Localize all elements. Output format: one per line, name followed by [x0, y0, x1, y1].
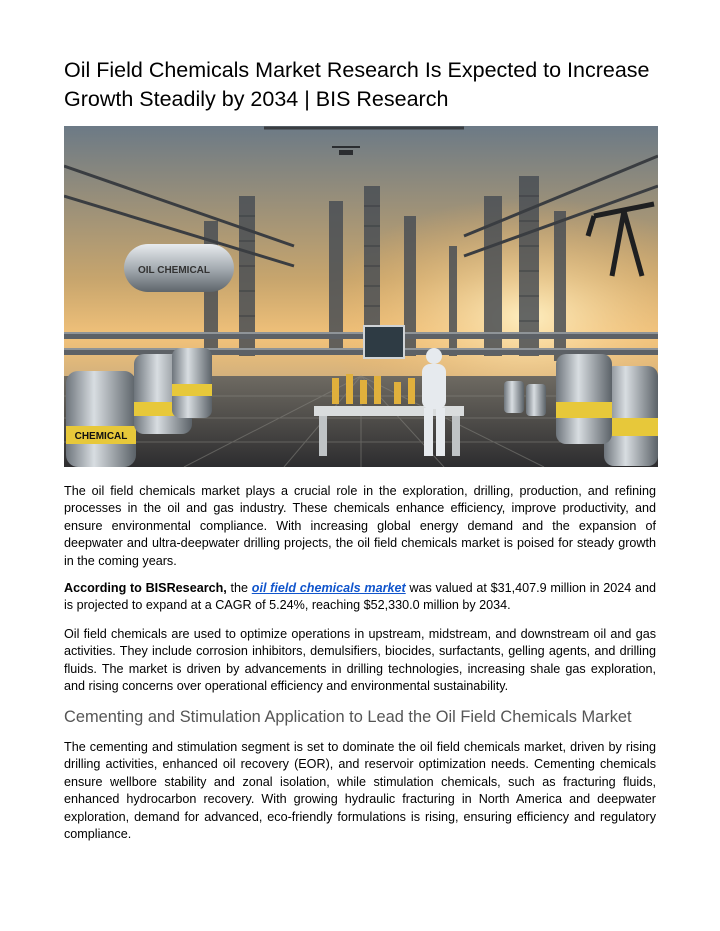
market-value-paragraph: [64, 580, 656, 615]
intro-paragraph: The oil field chemicals market plays a crucial role in the exploration, drilling, production, and refining processes in the oil and gas industry. These chemicals enhance efficiency, improve productivity, and ensure environmental compliance. With increasing global energy demand and the expansion of deepwater and ultra-deepwater drilling projects, the oil field chemicals market is poised for steady growth in the coming years.: [64, 484, 656, 568]
source-lead: According to BISResearch,: [64, 581, 227, 595]
hero-image-oil-refinery: [64, 126, 658, 467]
chemical-storage-tank: [124, 244, 234, 292]
connector-text: the: [226, 581, 252, 595]
article-title: Oil Field Chemicals Market Research Is Expected to Increase Growth Steadily by 2034 | BIS Research: [64, 58, 650, 111]
section-heading: Cementing and Stimulation Application to Lead the Oil Field Chemicals Market: [64, 708, 632, 726]
applications-paragraph: Oil field chemicals are used to optimize operations in upstream, midstream, and downstream oil and gas activities. They include corrosion inhibitors, demulsifiers, biocides, surfactants, gelling agents, and drilling fluids. The market is driven by advancements in drilling technologies, increasing shale gas exploration, and rising concerns over operational efficiency and environmental sustainability.: [64, 627, 656, 694]
market-value-text: was valued at $31,407.9 million in 2024 and is projected to expand at a CAGR of 5.24%, reaching $52,330.0 million by 2034.: [64, 581, 656, 613]
barrel-label: CHEMICAL: [74, 431, 128, 442]
cementing-paragraph: The cementing and stimulation segment is set to dominate the oil field chemicals market, driven by rising drilling activities, enhanced oil recovery (EOR), and reservoir optimization needs. Cementing chemicals ensure wellbore stability and zonal isolation, while stimulation chemicals, such as fracturing fluids, enhanced hydrocarbon recovery. With growing hydraulic fracturing in North America and deepwater exploration, demand for advanced, eco-friendly formulations is rising, ensuring efficiency and regulatory compliance.: [64, 740, 656, 842]
tank-label: OIL CHEMICAL: [137, 265, 211, 276]
market-report-link[interactable]: oil field chemicals market: [251, 581, 406, 595]
